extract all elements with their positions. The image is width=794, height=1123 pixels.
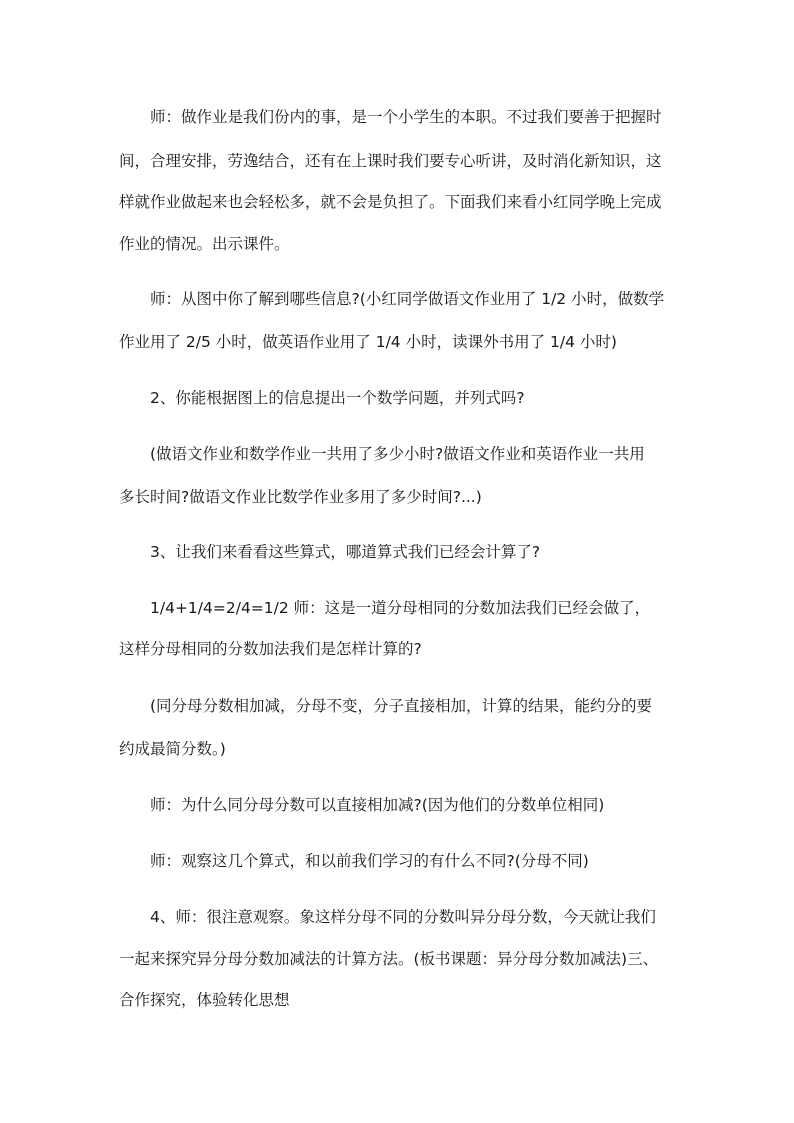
paragraph-4-line-1: (做语文作业和数学作业一共用了多少小时?做语文作业和英语作业一共用 xyxy=(150,445,645,463)
paragraph-8-line-1: 师：为什么同分母分数可以直接相加减?(因为他们的分数单位相同) xyxy=(150,796,605,814)
paragraph-1-line-1: 师：做作业是我们份内的事，是一个小学生的本职。不过我们要善于把握时 xyxy=(150,108,662,126)
paragraph-9-line-1: 师：观察这几个算式，和以前我们学习的有什么不同?(分母不同) xyxy=(150,852,589,870)
paragraph-7-line-1: (同分母分数相加减，分母不变，分子直接相加，计算的结果，能约分的要 xyxy=(150,697,653,715)
paragraph-7-line-2: 约成最简分数。) xyxy=(119,740,226,758)
paragraph-10-line-1: 4、师：很注意观察。象这样分母不同的分数叫异分母分数，今天就让我们 xyxy=(150,908,656,926)
paragraph-6-line-2: 这样分母相同的分数加法我们是怎样计算的? xyxy=(119,640,422,658)
paragraph-1-line-2: 间，合理安排，劳逸结合，还有在上课时我们要专心听讲，及时消化新知识，这 xyxy=(119,152,662,170)
paragraph-6-line-1: 1/4+1/4=2/4=1/2 师：这是一道分母相同的分数加法我们已经会做了， xyxy=(150,599,651,617)
paragraph-5-line-1: 3、让我们来看看这些算式，哪道算式我们已经会计算了? xyxy=(150,543,541,561)
paragraph-4-line-2: 多长时间?做语文作业比数学作业多用了多少时间?...) xyxy=(119,488,482,506)
paragraph-1-line-4: 作业的情况。出示课件。 xyxy=(119,235,290,253)
paragraph-2-line-2: 作业用了 2/5 小时，做英语作业用了 1/4 小时，读课外书用了 1/4 小时) xyxy=(119,333,617,351)
paragraph-3-line-1: 2、你能根据图上的信息提出一个数学问题，并列式吗? xyxy=(150,389,525,407)
paragraph-2-line-1: 师：从图中你了解到哪些信息?(小红同学做语文作业用了 1/2 小时，做数学 xyxy=(150,290,665,308)
paragraph-10-line-2: 一起来探究异分母分数加减法的计算方法。(板书课题：异分母分数加减法)三、 xyxy=(119,950,659,968)
paragraph-1-line-3: 样就作业做起来也会轻松多，就不会是负担了。下面我们来看小红同学晚上完成 xyxy=(119,193,662,211)
paragraph-10-line-3: 合作探究，体验转化思想 xyxy=(119,991,290,1009)
